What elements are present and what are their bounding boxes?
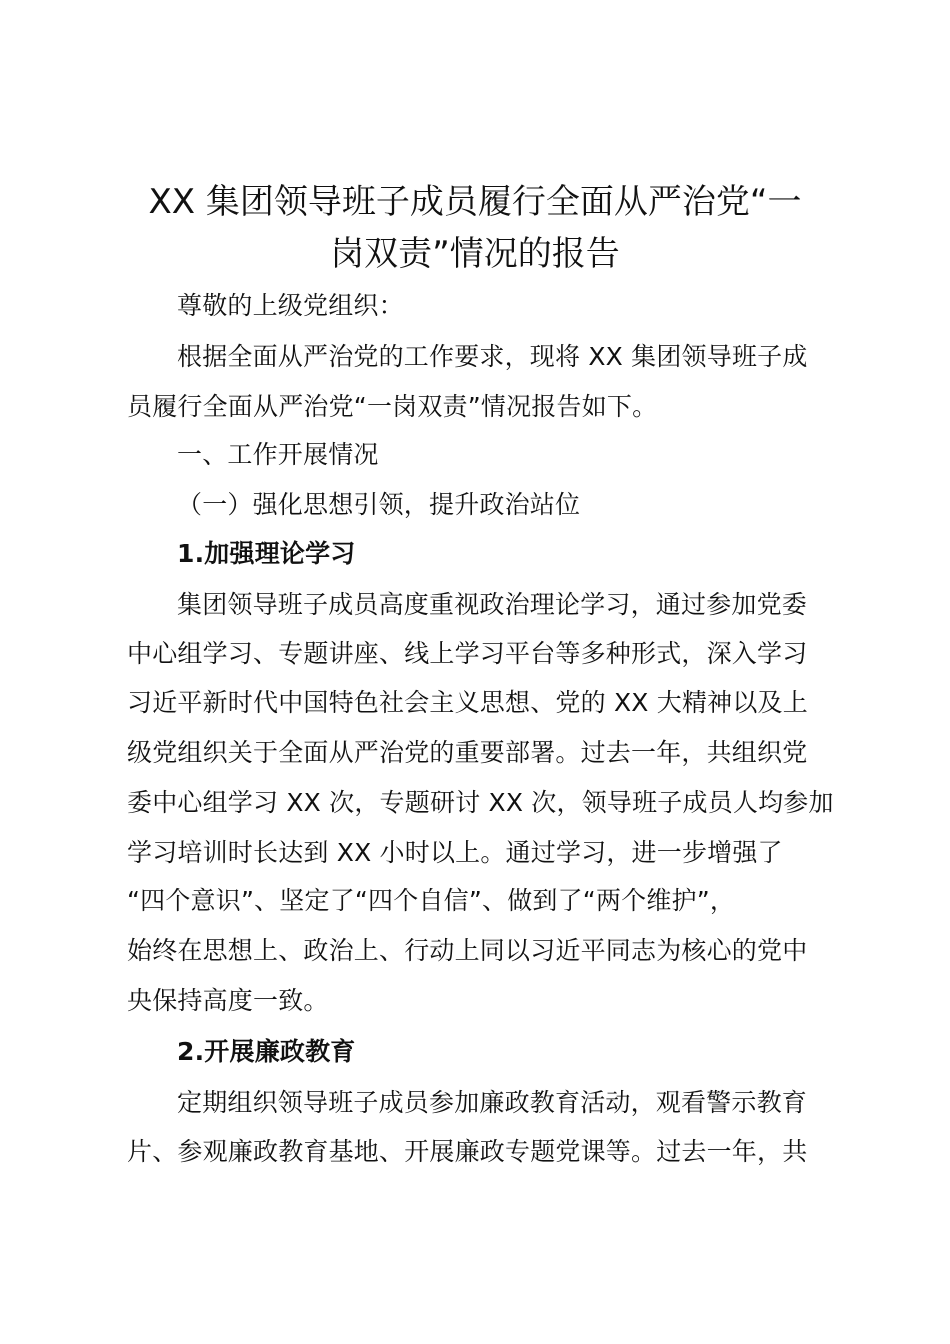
- paragraph-line: 始终在思想上、政治上、行动上同以习近平同志为核心的党中: [127, 936, 808, 965]
- intro-paragraph-line: 员履行全面从严治党“一岗双责”情况报告如下。: [127, 392, 658, 421]
- item-heading-theory-study: 1.加强理论学习: [177, 539, 356, 568]
- paragraph-line: 中心组学习、专题讲座、线上学习平台等多种形式，深入学习: [127, 639, 808, 668]
- document-title-line-2: 岗双责”情况的报告: [330, 234, 620, 274]
- paragraph-line: 央保持高度一致。: [127, 986, 329, 1015]
- salutation: 尊敬的上级党组织：: [177, 291, 404, 320]
- paragraph-line: 习近平新时代中国特色社会主义思想、党的 XX 大精神以及上: [127, 688, 808, 717]
- intro-paragraph-line: 根据全面从严治党的工作要求，现将 XX 集团领导班子成: [177, 342, 808, 371]
- paragraph-line: 片、参观廉政教育基地、开展廉政专题党课等。过去一年，共: [127, 1137, 808, 1166]
- document-title-line-1: XX 集团领导班子成员履行全面从严治党“一: [148, 182, 802, 222]
- paragraph-line: 定期组织领导班子成员参加廉政教育活动，观看警示教育: [177, 1088, 808, 1117]
- subsection-heading: （一）强化思想引领，提升政治站位: [177, 490, 581, 519]
- section-heading: 一、工作开展情况: [177, 440, 379, 469]
- paragraph-line: 集团领导班子成员高度重视政治理论学习，通过参加党委: [177, 590, 808, 619]
- paragraph-line: 学习培训时长达到 XX 小时以上。通过学习，进一步增强了: [127, 838, 783, 867]
- paragraph-line: “四个意识”、坚定了“四个自信”、做到了“两个维护”，: [127, 886, 736, 915]
- paragraph-line: 级党组织关于全面从严治党的重要部署。过去一年，共组织党: [127, 738, 808, 767]
- item-heading-integrity-education: 2.开展廉政教育: [177, 1037, 356, 1066]
- paragraph-line: 委中心组学习 XX 次，专题研讨 XX 次，领导班子成员人均参加: [127, 788, 834, 817]
